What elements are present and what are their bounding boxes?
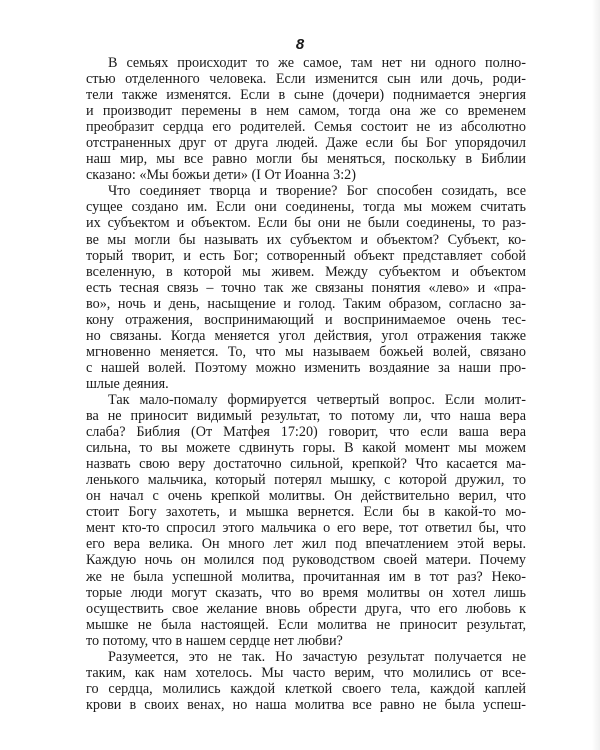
text-line: их субъектом и объектом. Если бы они не были соединены, то раз- (86, 215, 526, 232)
text-line: Что соединяет творца и творение? Бог способен созидать, все (108, 183, 526, 200)
text-line: с нашей волей. Поэтому можно изменить воздаяние за наши про- (86, 359, 526, 376)
text-line: стью отделенного человека. Если изменится сын или дочь, роди- (86, 71, 526, 88)
text-line: наш мир, мы все равно могли бы меняться, поскольку в Библии (86, 151, 526, 168)
text-line: мгновенно меняется. То, что мы называем божьей волей, связано (86, 343, 526, 360)
text-line: преобразит сердца его родителей. Семья состоит не из абсолютно (86, 119, 526, 136)
text-line: есть тесная связь – точно так же связаны понятия «лево» и «пра- (86, 279, 526, 296)
page-edge-shadow (592, 0, 600, 750)
text-line: вселенную, в которой мы живем. Между субъектом и объектом (86, 263, 526, 280)
text-line: отстраненных друг от друга людей. Даже если бы Бог упорядочил (86, 135, 526, 152)
paragraph (86, 392, 526, 649)
text-line: мышке не была настоящей. Если молитва не приносит результат, (86, 616, 526, 633)
text-line: мент кто-то спросил этого мальчика о его вере, тот ответил бы, что (86, 520, 526, 537)
text-line: тели также изменятся. Если в сыне (дочери) поднимается энергия (86, 87, 526, 104)
text-line: и производит перемены в нем самом, тогда она же со временем (86, 103, 526, 120)
text-line: крови в своих венах, но наша молитва все равно не была успеш- (86, 696, 526, 713)
text-line: же не была успешной молитва, прочитанная им в тот раз? Неко- (86, 568, 526, 585)
text-line: торые люди могут сказать, что во время молитвы он хотел лишь (86, 584, 526, 601)
paragraph (86, 649, 526, 713)
text-line: торый творит, и есть Бог; сотворенный объект представляет собой (86, 247, 526, 264)
text-line: во», ночь и день, насыщение и голод. Таким образом, согласно за- (86, 295, 526, 312)
text-line: ва не приносит видимый результат, то потому ли, что наша вера (86, 408, 526, 425)
text-line: слаба? Библия (От Матфея 17:20) говорит, что если ваша вера (86, 424, 526, 441)
text-line: В семьях происходит то же самое, там нет ни одного полно- (108, 55, 526, 71)
text-line: шлые деяния. (86, 375, 169, 392)
text-line: кону отражения, воспринимающий и воспринимаемое очень тес- (86, 311, 526, 328)
text-line: ленького мальчика, который потерял мышку, с которой дружил, то (86, 472, 526, 489)
text-line: то потому, что в нашем сердце нет любви? (86, 632, 343, 649)
text-line: назвать свою веру достаточно сильной, крепкой? Что касается ма- (86, 456, 526, 473)
paragraph (86, 183, 526, 392)
page-number: 8 (295, 36, 305, 53)
text-line: Разумеется, это не так. Но зачастую результат получается не (108, 648, 526, 665)
text-line: Каждую ночь он молился под руководством своей матери. Почему (86, 552, 526, 569)
text-line: его вера велика. Он много лет жил под впечатлением этой веры. (86, 536, 526, 553)
text-line: сущее создано им. Если они соединены, тогда мы можем считать (86, 199, 526, 216)
text-line: сказано: «Мы божьи дети» (I От Иоанна 3:2) (86, 167, 356, 184)
text-line: Так мало-помалу формируется четвертый вопрос. Если молит- (108, 391, 526, 408)
text-line: ве мы могли бы называть их субъектом и объектом? Субъект, ко- (86, 231, 526, 248)
paragraph (86, 55, 526, 183)
text-line: он начал с очень крепкой молитвы. Он действительно верил, что (86, 488, 526, 505)
body-text (86, 55, 526, 713)
text-line: го сердца, молились каждой клеткой своего тела, каждой каплей (86, 680, 526, 697)
text-line: стоит Богу захотеть, и мышка вернется. Если бы в какой-то мо- (86, 504, 526, 521)
text-line: осуществить свое желание вновь обрести друга, что его любовь к (86, 600, 526, 617)
text-line: сильна, то вы можете сдвинуть горы. В какой момент мы можем (86, 440, 526, 457)
text-line: но связаны. Когда меняется угол действия, угол отражения также (86, 327, 526, 344)
text-line: таким, как нам хотелось. Мы часто верим, что молились от все- (86, 664, 526, 681)
